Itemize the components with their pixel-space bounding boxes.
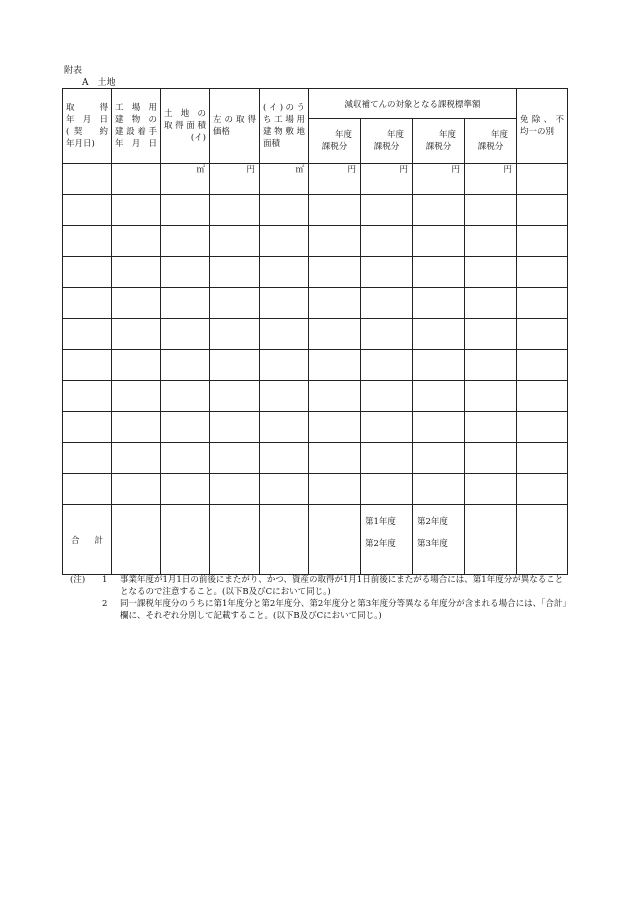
header-year-2: 年度 課税分 — [361, 119, 413, 164]
total-sub-col2: 第2年度 第3年度 — [413, 505, 465, 575]
notes — [70, 574, 570, 622]
cell — [63, 474, 112, 505]
cell — [309, 505, 361, 575]
table-row — [63, 443, 568, 474]
cell — [260, 350, 309, 381]
table-row — [63, 195, 568, 226]
cell — [210, 257, 260, 288]
cell — [309, 288, 361, 319]
cell — [465, 474, 517, 505]
cell — [161, 443, 210, 474]
cell — [210, 412, 260, 443]
cell — [161, 319, 210, 350]
cell — [517, 226, 568, 257]
cell — [517, 505, 568, 575]
cell — [517, 350, 568, 381]
note-text: 事業年度が1月1日の前後にまたがり、かつ、資産の取得が1月1日前後にまたがる場合には、第1年度分が異なることとなるので注意すること。(以下B及びCにおいて同じ。) — [120, 575, 564, 597]
cell — [63, 350, 112, 381]
cell — [413, 226, 465, 257]
cell — [517, 288, 568, 319]
total-row — [63, 505, 568, 575]
cell — [63, 381, 112, 412]
cell — [517, 164, 568, 195]
cell — [260, 319, 309, 350]
header-acquisition-date: 取 得 年 月 日 (契 約 年月日) — [63, 89, 112, 164]
cell — [210, 443, 260, 474]
cell — [413, 195, 465, 226]
cell — [210, 505, 260, 575]
cell — [210, 319, 260, 350]
header-exemption: 免除、不 均一の別 — [517, 89, 568, 164]
cell — [361, 257, 413, 288]
cell — [361, 288, 413, 319]
cell — [112, 319, 161, 350]
cell — [361, 350, 413, 381]
cell — [63, 226, 112, 257]
note-1 — [70, 574, 570, 598]
land-acquisition-table — [62, 88, 568, 575]
unit-sqm: ㎡ — [260, 164, 309, 195]
table-row — [63, 226, 568, 257]
cell — [112, 164, 161, 195]
cell — [112, 381, 161, 412]
cell — [161, 288, 210, 319]
appendix-label: 附表 — [64, 66, 83, 76]
cell — [260, 288, 309, 319]
cell — [210, 195, 260, 226]
cell — [260, 226, 309, 257]
cell — [309, 257, 361, 288]
cell — [517, 412, 568, 443]
cell — [361, 381, 413, 412]
cell — [517, 195, 568, 226]
cell — [161, 412, 210, 443]
cell — [465, 257, 517, 288]
table-row — [63, 412, 568, 443]
cell — [260, 412, 309, 443]
unit-sqm: ㎡ — [161, 164, 210, 195]
cell — [210, 350, 260, 381]
cell — [260, 381, 309, 412]
total-label: 合 計 — [63, 505, 112, 575]
cell — [465, 443, 517, 474]
note-marker: (注) — [70, 575, 86, 585]
header-year-4: 年度 課税分 — [465, 119, 517, 164]
table-row — [63, 350, 568, 381]
cell — [112, 195, 161, 226]
table-row — [63, 288, 568, 319]
cell — [63, 319, 112, 350]
cell — [161, 381, 210, 412]
header-factory-construction-date: 工 場 用 建 物 の 建設着手 年 月 日 — [112, 89, 161, 164]
cell — [413, 350, 465, 381]
cell — [361, 319, 413, 350]
cell — [309, 350, 361, 381]
cell — [413, 319, 465, 350]
note-number: 2 — [102, 599, 108, 609]
cell — [361, 412, 413, 443]
cell — [465, 195, 517, 226]
cell — [413, 412, 465, 443]
cell — [161, 474, 210, 505]
cell — [210, 381, 260, 412]
header-acquisition-price: 左の取得 価格 — [210, 89, 260, 164]
cell — [112, 350, 161, 381]
cell — [309, 381, 361, 412]
note-text: 同一課税年度分のうちに第1年度分と第2年度分、第2年度分と第3年度分等異なる年度分が含まれる場合には、「合計」欄に、それぞれ分別して記載すること。(以下B及びCにおいて同じ。) — [120, 599, 567, 621]
unit-yen: 円 — [465, 164, 517, 195]
cell — [517, 381, 568, 412]
cell — [210, 226, 260, 257]
cell — [210, 474, 260, 505]
cell — [465, 412, 517, 443]
cell — [63, 195, 112, 226]
cell — [517, 474, 568, 505]
cell — [63, 412, 112, 443]
unit-yen: 円 — [361, 164, 413, 195]
cell — [112, 443, 161, 474]
cell — [517, 257, 568, 288]
table-row — [63, 381, 568, 412]
cell — [63, 164, 112, 195]
cell — [413, 257, 465, 288]
cell — [63, 257, 112, 288]
cell — [161, 505, 210, 575]
cell — [63, 288, 112, 319]
header-tax-base-group: 減収補てんの対象となる課税標準額 — [309, 89, 517, 119]
cell — [465, 505, 517, 575]
cell — [309, 474, 361, 505]
cell — [465, 226, 517, 257]
cell — [413, 474, 465, 505]
cell — [260, 443, 309, 474]
cell — [361, 226, 413, 257]
section-label: A 土地 — [82, 78, 116, 88]
cell — [517, 319, 568, 350]
cell — [309, 226, 361, 257]
cell — [309, 319, 361, 350]
unit-yen: 円 — [210, 164, 260, 195]
header-year-1: 年度 課税分 — [309, 119, 361, 164]
cell — [413, 288, 465, 319]
cell — [210, 288, 260, 319]
cell — [260, 505, 309, 575]
total-sub-col1: 第1年度 第2年度 — [361, 505, 413, 575]
cell — [112, 226, 161, 257]
cell — [161, 195, 210, 226]
cell — [361, 443, 413, 474]
cell — [112, 505, 161, 575]
cell — [309, 195, 361, 226]
cell — [161, 226, 210, 257]
unit-yen: 円 — [413, 164, 465, 195]
blank-rows — [63, 195, 568, 505]
unit-yen: 円 — [309, 164, 361, 195]
cell — [309, 443, 361, 474]
cell — [413, 381, 465, 412]
cell — [309, 412, 361, 443]
cell — [465, 381, 517, 412]
cell — [112, 412, 161, 443]
cell — [260, 195, 309, 226]
cell — [465, 288, 517, 319]
cell — [260, 474, 309, 505]
note-2 — [70, 598, 570, 622]
cell — [63, 443, 112, 474]
cell — [517, 443, 568, 474]
cell — [112, 288, 161, 319]
table-row — [63, 319, 568, 350]
header-land-area: 土 地 の 取得面積 (イ) — [161, 89, 210, 164]
table-row — [63, 164, 568, 195]
cell — [413, 443, 465, 474]
cell — [361, 474, 413, 505]
cell — [465, 350, 517, 381]
cell — [260, 257, 309, 288]
header-factory-site-area: (イ)のう ち工場用 建物敷地 面積 — [260, 89, 309, 164]
cell — [465, 319, 517, 350]
header-year-3: 年度 課税分 — [413, 119, 465, 164]
cell — [361, 195, 413, 226]
cell — [112, 474, 161, 505]
table-row — [63, 474, 568, 505]
table-row — [63, 257, 568, 288]
cell — [161, 350, 210, 381]
cell — [112, 257, 161, 288]
note-number: 1 — [102, 575, 108, 585]
cell — [161, 257, 210, 288]
